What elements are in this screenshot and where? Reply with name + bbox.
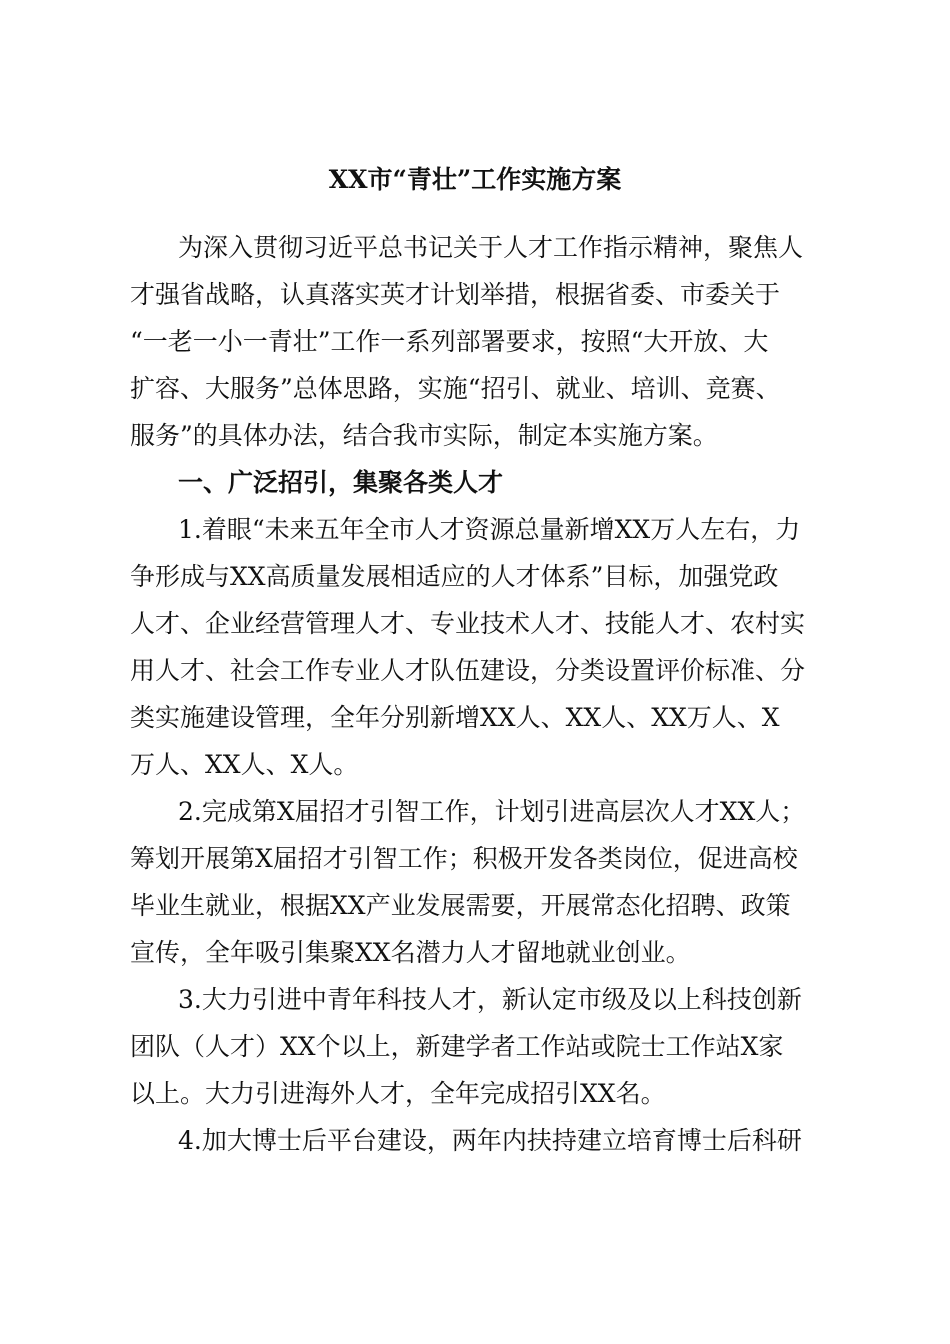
item1-line-4: 用人才、社会工作专业人才队伍建设，分类设置评价标准、分 [130, 656, 806, 685]
item3-line-3: 以上。大力引进海外人才，全年完成招引XX名。 [130, 1079, 666, 1108]
intro-line-3: “一老一小一青壮”工作一系列部署要求，按照“大开放、大 [130, 327, 769, 356]
document-title: XX市“青壮”工作实施方案 [328, 165, 622, 194]
item4-line-1: 4.加大博士后平台建设，两年内扶持建立培育博士后科研 [178, 1126, 802, 1155]
item2-line-1: 2.完成第X届招才引智工作，计划引进高层次人才XX人； [178, 797, 806, 826]
item1-line-2: 争形成与XX高质量发展相适应的人才体系”目标，加强党政 [130, 562, 779, 591]
item3-line-1: 3.大力引进中青年科技人才，新认定市级及以上科技创新 [178, 985, 802, 1014]
item2-line-2: 筹划开展第X届招才引智工作；积极开发各类岗位，促进高校 [130, 844, 798, 873]
item1-line-3: 人才、企业经营管理人才、专业技术人才、技能人才、农村实 [130, 609, 806, 638]
item2-line-3: 毕业生就业，根据XX产业发展需要，开展常态化招聘、政策 [130, 891, 791, 920]
item1-line-1: 1.着眼“未来五年全市人才资源总量新增XX万人左右，力 [178, 515, 801, 544]
item3-line-2: 团队（人才）XX个以上，新建学者工作站或院士工作站X家 [130, 1032, 784, 1061]
intro-line-1: 为深入贯彻习近平总书记关于人才工作指示精神，聚焦人 [178, 233, 804, 262]
item1-line-6: 万人、XX人、X人。 [130, 750, 359, 779]
item2-line-4: 宣传，全年吸引集聚XX名潜力人才留地就业创业。 [130, 938, 691, 967]
item1-line-5: 类实施建设管理，全年分别新增XX人、XX人、XX万人、X [130, 703, 780, 732]
intro-line-5: 服务”的具体办法，结合我市实际，制定本实施方案。 [130, 421, 718, 450]
intro-line-4: 扩容、大服务”总体思路，实施“招引、就业、培训、竞赛、 [130, 374, 781, 403]
section-heading: 一、广泛招引，集聚各类人才 [178, 468, 504, 497]
intro-line-2: 才强省战略，认真落实英才计划举措，根据省委、市委关于 [130, 280, 781, 309]
